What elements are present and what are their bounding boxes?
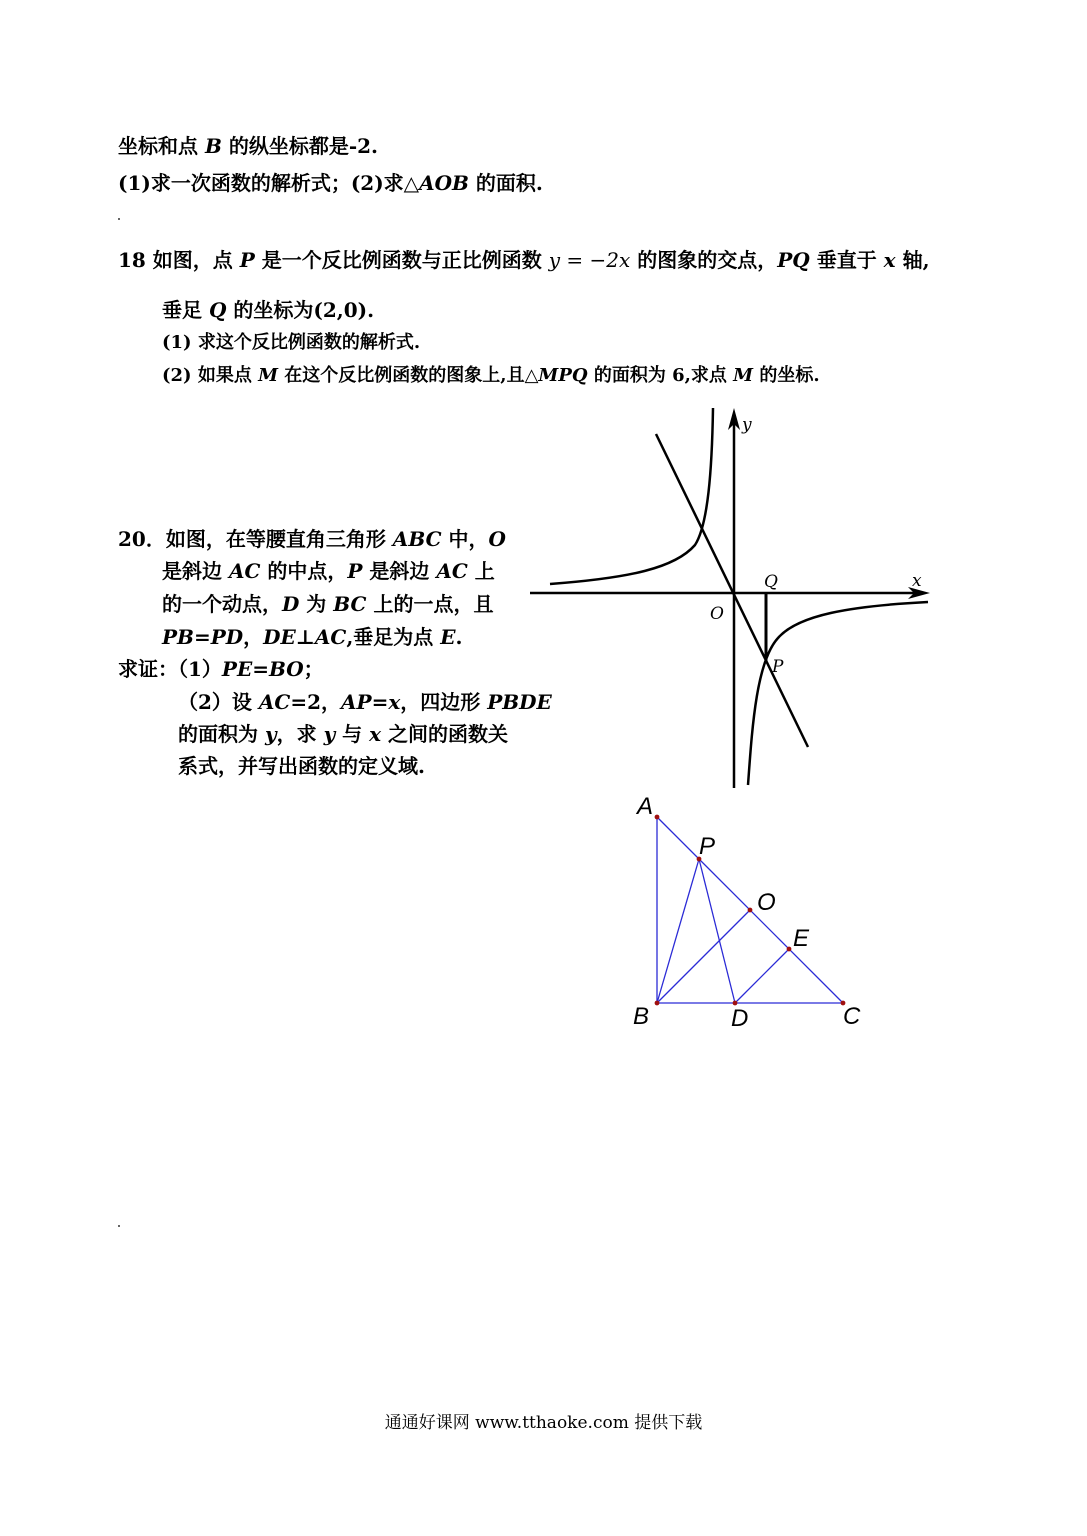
text-segment: 是一个反比例函数与正比例函数 [254,248,549,272]
text-segment: 的图象的交点， [630,248,778,272]
text-segment: P [347,559,363,583]
text-segment: 是斜边 [362,559,437,583]
q20-line-4 [162,625,462,649]
q20-line-8 [178,754,425,778]
text-segment: AOB [419,171,469,195]
text-segment: 求证：（1） [118,657,222,681]
point-o [748,908,753,913]
text-line-2 [118,171,543,195]
q18-part-1 [162,332,420,354]
text-segment: Q [208,298,227,322]
text-segment: M [258,365,279,386]
text-segment: ，四边形 [400,690,488,714]
text-segment: ⊥ [295,625,315,649]
text-segment: E [440,625,456,649]
text-segment: =2， [290,690,342,714]
line-y-minus-2x [656,434,808,747]
text-segment: 上的一点，且 [366,592,494,616]
text-segment: 在这个反比例函数的图象上,且△ [278,365,539,386]
label-p: P [699,833,716,860]
text-segment: AP=x [341,690,401,714]
text-segment: D [282,592,300,616]
text-segment: ,垂足为点 [346,625,441,649]
text-segment: ，求 [276,722,324,746]
label-y: y [742,415,752,435]
q18-line-2 [162,298,374,322]
text-segment: 为 [299,592,334,616]
text-segment: 的坐标. [753,365,820,386]
text-segment: AC [436,559,468,583]
label-x: x [912,571,922,591]
text-segment: AC [228,559,261,583]
text-segment: AC [258,690,291,714]
function-graph [520,400,940,790]
stray-dot [118,1225,120,1227]
text-segment: (1)求一次函数的解析式；(2)求△ [118,171,420,195]
q20-line-6 [178,690,552,714]
text-segment: x [369,722,382,746]
text-segment: 的纵坐标都是-2. [221,134,379,158]
label-o: O [757,889,776,916]
q18-part-2 [162,365,820,387]
label-p: P [772,657,784,677]
label-e: E [793,925,810,952]
text-segment: ； [303,657,324,681]
hyperbola-left-branch [550,408,713,584]
text-line-1 [118,134,378,158]
point-b [655,1001,660,1006]
text-segment: 18 如图，点 [118,248,240,272]
text-segment: MPQ [538,365,588,386]
text-segment: 的坐标为(2,0). [226,298,375,322]
text-segment: 之间的函数关 [381,722,509,746]
text-segment: AC [314,625,347,649]
label-d: D [731,1005,749,1032]
text-segment: (2) 如果点 [162,365,259,386]
text-segment: DE [263,625,296,649]
text-segment: 垂足 [162,298,209,322]
text-segment: ABC [392,527,442,551]
label-origin: O [710,604,724,624]
text-segment: 的一个动点， [162,592,282,616]
text-segment: y [264,722,277,746]
label-c: C [843,1003,861,1030]
text-segment: 的面积为 6,求点 [587,365,734,386]
text-segment: O [488,527,506,551]
q20-line-7 [178,722,508,746]
segment-de [735,949,789,1003]
text-segment: x [883,248,896,272]
text-segment: y [323,722,336,746]
footer: 通通好课网 www.tthaoke.com 提供下载 [384,1413,703,1433]
text-segment: (1) 求这个反比例函数的解析式. [162,332,421,353]
triangle-figure [625,790,875,1040]
q18-line-1 [118,248,930,272]
text-segment: BC [333,592,367,616]
text-segment: 与 [335,722,370,746]
text-segment: PB=PD [162,625,244,649]
text-segment: PQ [777,248,810,272]
q20-line-2 [162,559,495,583]
label-a: A [637,793,654,820]
q20-line-5 [118,657,324,681]
text-segment: （2）设 [178,690,259,714]
stray-dot [118,218,120,220]
text-segment: 的中点， [260,559,348,583]
q20-line-1 [118,527,506,551]
point-e [787,947,792,952]
text-segment: 是斜边 [162,559,229,583]
text-segment: PBDE [487,690,552,714]
text-segment: M [733,365,754,386]
text-segment: 轴, [895,248,930,272]
hyperbola-right-branch [748,602,928,785]
text-segment: 上 [467,559,495,583]
text-segment: B [204,134,222,158]
point-a [655,815,660,820]
text-segment: 的面积. [468,171,543,195]
q20-line-3 [162,592,493,616]
text-segment: PE=BO [221,657,304,681]
text-segment: 垂直于 [809,248,884,272]
text-segment: 20．如图，在等腰直角三角形 [118,527,393,551]
text-segment: ， [243,625,264,649]
text-segment: 系式，并写出函数的定义域. [178,754,425,778]
text-segment: P [239,248,255,272]
label-b: B [633,1003,650,1030]
text-segment: 坐标和点 [118,134,205,158]
label-q: Q [764,572,778,592]
text-segment: 中， [441,527,489,551]
text-segment: 的面积为 [178,722,265,746]
text-segment: . [455,625,463,649]
formula: y = −2x [548,248,631,272]
